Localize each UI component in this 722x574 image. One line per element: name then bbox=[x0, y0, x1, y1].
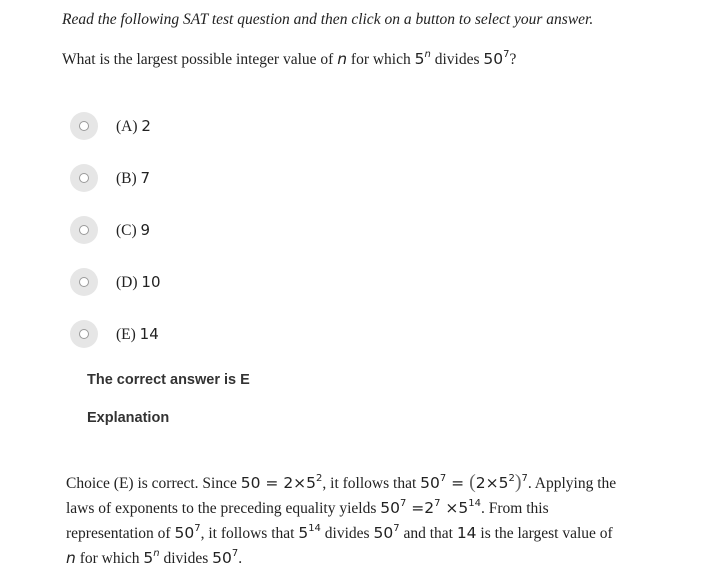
expl-sup: 7 bbox=[194, 523, 201, 534]
radio-circle-icon bbox=[79, 329, 89, 339]
choice-d[interactable] bbox=[70, 268, 161, 296]
expl-sup: 7 bbox=[434, 498, 441, 509]
expl-text: divides bbox=[163, 550, 209, 567]
question-mid: for which bbox=[350, 51, 411, 68]
radio-circle-icon bbox=[79, 225, 89, 235]
explanation-heading: Explanation bbox=[87, 410, 170, 426]
explanation-body bbox=[66, 470, 626, 571]
question-verb: divides bbox=[434, 51, 480, 68]
expl-text: . bbox=[238, 550, 243, 567]
correct-answer-text: The correct answer is E bbox=[87, 372, 250, 388]
instruction-text: Read the following SAT test question and then click on a button to select your answer. bbox=[62, 11, 594, 28]
radio-circle-icon bbox=[79, 173, 89, 183]
choice-value: 10 bbox=[141, 272, 161, 291]
choice-value: 14 bbox=[139, 324, 159, 343]
expl-sup: 2 bbox=[508, 473, 515, 484]
expl-math: = bbox=[446, 474, 470, 492]
question-num: 50 bbox=[483, 50, 504, 68]
choice-value: 7 bbox=[140, 168, 151, 187]
question-exp: n bbox=[424, 49, 431, 60]
radio-circle-icon bbox=[79, 277, 89, 287]
question-prefix: What is the largest possible integer value of bbox=[62, 51, 334, 68]
choice-e[interactable] bbox=[70, 320, 159, 348]
choice-letter: (D) bbox=[116, 273, 138, 291]
expl-math: 50 bbox=[380, 499, 400, 517]
expl-math: 50 bbox=[212, 549, 232, 567]
expl-math: 5 bbox=[298, 524, 309, 542]
radio-button-a[interactable] bbox=[70, 112, 98, 140]
expl-sup: 7 bbox=[399, 498, 407, 509]
expl-text: . From this representation of bbox=[66, 500, 549, 542]
question-var: n bbox=[337, 50, 348, 68]
expl-math: 14 bbox=[456, 524, 477, 542]
close-paren: ) bbox=[514, 471, 522, 493]
radio-button-e[interactable] bbox=[70, 320, 98, 348]
expl-text: divides bbox=[324, 525, 370, 542]
choice-c[interactable] bbox=[70, 216, 150, 244]
expl-math: n bbox=[66, 549, 76, 567]
expl-text: for which bbox=[79, 550, 140, 567]
expl-math: =2 bbox=[406, 499, 435, 517]
radio-circle-icon bbox=[79, 121, 89, 131]
expl-text: and that bbox=[403, 525, 453, 542]
radio-button-c[interactable] bbox=[70, 216, 98, 244]
radio-button-b[interactable] bbox=[70, 164, 98, 192]
question-text bbox=[62, 50, 516, 69]
choice-letter: (A) bbox=[116, 117, 138, 135]
radio-button-d[interactable] bbox=[70, 268, 98, 296]
expl-sup: 7 bbox=[439, 473, 447, 484]
expl-text: . Applying the laws of exponents to the preceding equality yields bbox=[66, 475, 617, 517]
expl-text: Choice (E) is correct. Since bbox=[66, 475, 237, 492]
choice-b-label bbox=[116, 169, 150, 188]
open-paren: ( bbox=[469, 471, 476, 493]
choice-letter: (E) bbox=[116, 325, 136, 343]
expl-math: 50 bbox=[174, 524, 195, 542]
question-base: 5 bbox=[414, 50, 425, 68]
expl-math: 50 bbox=[420, 474, 440, 492]
expl-math: ×5 bbox=[440, 499, 469, 517]
expl-math: 50 = 2×5 bbox=[240, 474, 317, 492]
expl-sup: 7 bbox=[521, 473, 528, 484]
choice-value: 9 bbox=[140, 220, 151, 239]
expl-sup: 7 bbox=[393, 523, 400, 534]
expl-sup: 14 bbox=[468, 498, 482, 509]
choice-c-label bbox=[116, 221, 150, 240]
expl-math: 2×5 bbox=[475, 474, 509, 492]
expl-math: 5 bbox=[143, 549, 154, 567]
expl-text: is the largest value of bbox=[480, 525, 613, 542]
expl-sup: 2 bbox=[316, 473, 323, 484]
choice-e-label bbox=[116, 325, 159, 344]
choice-value: 2 bbox=[141, 116, 151, 135]
choice-letter: (C) bbox=[116, 221, 137, 239]
choice-a-label bbox=[116, 117, 151, 136]
question-suffix: ? bbox=[509, 51, 517, 68]
choice-letter: (B) bbox=[116, 169, 137, 187]
expl-sup: 7 bbox=[231, 548, 239, 559]
expl-text: , it follows that bbox=[322, 475, 417, 492]
expl-sup: n bbox=[153, 548, 160, 559]
expl-sup: 14 bbox=[308, 523, 321, 534]
question-num-exp: 7 bbox=[503, 49, 510, 60]
choice-a[interactable] bbox=[70, 112, 151, 140]
choice-b[interactable] bbox=[70, 164, 150, 192]
expl-math: 50 bbox=[373, 524, 394, 542]
choice-d-label bbox=[116, 273, 161, 292]
expl-text: , it follows that bbox=[200, 525, 295, 542]
